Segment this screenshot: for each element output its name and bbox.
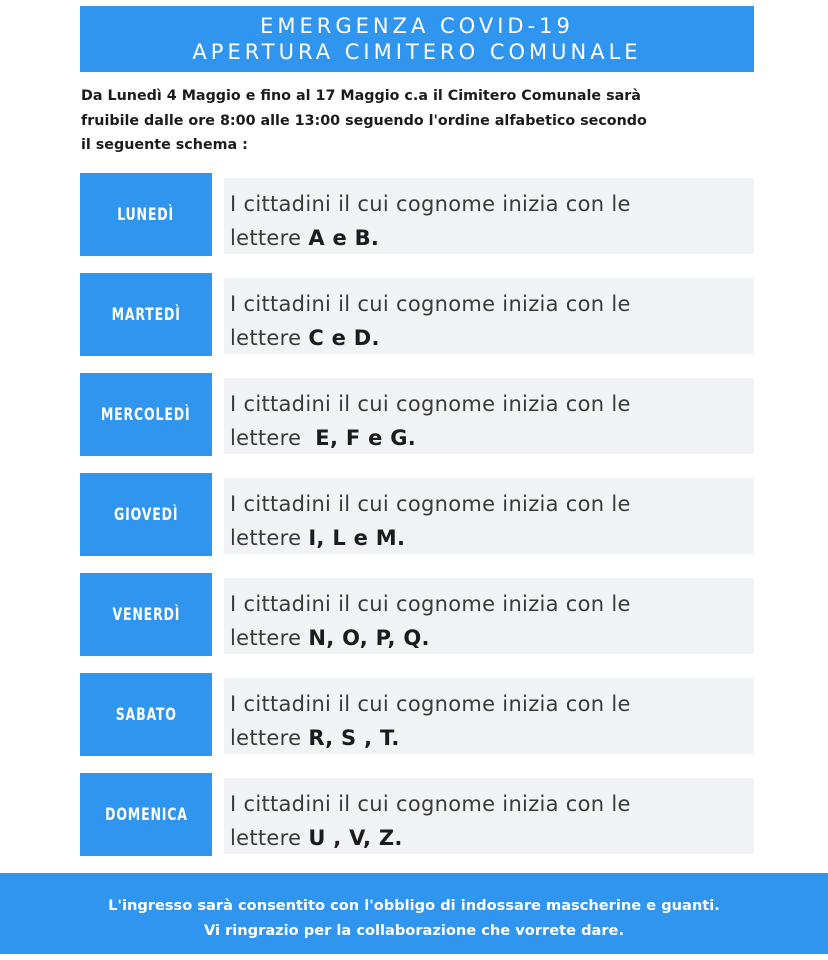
day-description [224, 378, 754, 454]
letters-value: E, F e G. [315, 426, 417, 450]
description-line: I cittadini il cui cognome inizia con le [230, 692, 631, 716]
description-letters-line [230, 621, 754, 655]
day-label [80, 273, 212, 356]
schedule-list [80, 173, 754, 873]
description-letters-line [230, 821, 754, 855]
description-line: I cittadini il cui cognome inizia con le [230, 792, 631, 816]
schedule-row-lunedi [80, 173, 754, 256]
letters-prefix: lettere [230, 326, 309, 350]
day-name: DOMENICA [104, 804, 188, 825]
day-name: MARTEDÌ [111, 304, 181, 325]
intro-line: fruibile dalle ore 8:00 alle 13:00 seguendo l'ordine alfabetico secondo [81, 112, 647, 129]
intro-text [81, 84, 761, 158]
schedule-row-sabato [80, 673, 754, 756]
announcement-header [80, 6, 754, 72]
schedule-row-martedi [80, 273, 754, 356]
header-title: EMERGENZA COVID-19 [260, 14, 574, 38]
footer-line: L'ingresso sarà consentito con l'obbligo di indossare mascherine e guanti. [108, 897, 720, 914]
day-description [224, 278, 754, 354]
letters-prefix: lettere [230, 526, 309, 550]
description-letters-line [230, 721, 754, 755]
day-label [80, 673, 212, 756]
letters-prefix: lettere [230, 626, 309, 650]
letters-value: R, S , T. [308, 726, 400, 750]
letters-value: N, O, P, Q. [308, 626, 430, 650]
description-letters-line [230, 221, 754, 255]
schedule-row-giovedi [80, 473, 754, 556]
description-line: I cittadini il cui cognome inizia con le [230, 292, 631, 316]
day-name: GIOVEDÌ [113, 504, 179, 525]
footer-banner [0, 873, 828, 954]
header-subtitle: APERTURA CIMITERO COMUNALE [192, 40, 642, 64]
description-line: I cittadini il cui cognome inizia con le [230, 392, 631, 416]
day-description [224, 778, 754, 854]
letters-prefix: lettere [230, 426, 316, 450]
letters-prefix: lettere [230, 826, 309, 850]
description-letters-line [230, 421, 754, 455]
day-label [80, 773, 212, 856]
letters-value: C e D. [308, 326, 380, 350]
day-name: LUNEDÌ [117, 204, 175, 225]
day-name: MERCOLEDÌ [101, 404, 191, 425]
bottom-strip [0, 954, 828, 960]
day-label [80, 473, 212, 556]
day-label [80, 373, 212, 456]
description-line: I cittadini il cui cognome inizia con le [230, 592, 631, 616]
schedule-row-venerdi [80, 573, 754, 656]
description-letters-line [230, 521, 754, 555]
day-description [224, 178, 754, 254]
day-description [224, 678, 754, 754]
letters-value: A e B. [308, 226, 380, 250]
letters-value: I, L e M. [308, 526, 406, 550]
intro-line: il seguente schema : [81, 137, 248, 153]
schedule-row-domenica [80, 773, 754, 856]
description-line: I cittadini il cui cognome inizia con le [230, 492, 631, 516]
schedule-row-mercoledi [80, 373, 754, 456]
description-line: I cittadini il cui cognome inizia con le [230, 192, 631, 216]
day-name: VENERDÌ [112, 604, 180, 625]
letters-value: U , V, Z. [308, 826, 403, 850]
day-name: SABATO [115, 704, 177, 725]
description-letters-line [230, 321, 754, 355]
intro-line: Da Lunedì 4 Maggio e fino al 17 Maggio c.a il Cimitero Comunale sarà [81, 88, 641, 104]
day-description [224, 578, 754, 654]
day-label [80, 173, 212, 256]
day-label [80, 573, 212, 656]
day-description [224, 478, 754, 554]
letters-prefix: lettere [230, 726, 309, 750]
footer-line: Vi ringrazio per la collaborazione che vorrete dare. [203, 922, 625, 939]
letters-prefix: lettere [230, 226, 309, 250]
